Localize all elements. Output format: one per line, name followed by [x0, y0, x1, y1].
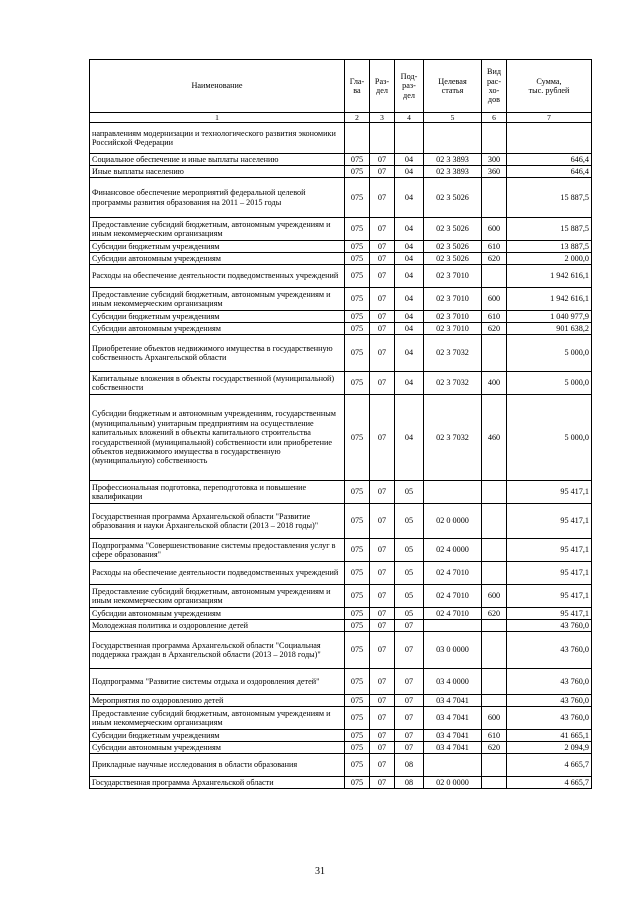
cell-summa: 95 417,1	[507, 539, 592, 562]
cell-podrazdel: 08	[395, 754, 424, 777]
cell-celevaya: 02 3 7010	[424, 265, 482, 288]
cell-glava: 075	[345, 265, 370, 288]
cell-razdel: 07	[370, 539, 395, 562]
cell-vid	[482, 669, 507, 695]
cell-summa: 646,4	[507, 166, 592, 178]
cell-vid	[482, 695, 507, 707]
cell-podrazdel: 05	[395, 585, 424, 608]
cell-summa: 901 638,2	[507, 323, 592, 335]
cell-podrazdel: 05	[395, 608, 424, 620]
cell-vid	[482, 481, 507, 504]
cell-celevaya	[424, 620, 482, 632]
cell-podrazdel: 04	[395, 265, 424, 288]
cell-podrazdel: 07	[395, 742, 424, 754]
cell-glava: 075	[345, 539, 370, 562]
cell-razdel: 07	[370, 288, 395, 311]
cell-podrazdel: 04	[395, 395, 424, 481]
cell-razdel: 07	[370, 620, 395, 632]
header-name: Наименование	[90, 60, 345, 113]
cell-razdel: 07	[370, 166, 395, 178]
cell-celevaya: 02 3 7032	[424, 372, 482, 395]
cell-vid	[482, 265, 507, 288]
cell-summa: 5 000,0	[507, 372, 592, 395]
header-vid	[482, 60, 507, 113]
table-row	[90, 754, 592, 777]
cell-glava: 075	[345, 562, 370, 585]
table-row	[90, 504, 592, 539]
cell-name: Расходы на обеспечение деятельности подведомственных учреждений	[90, 265, 345, 288]
cell-razdel: 07	[370, 695, 395, 707]
cell-vid: 360	[482, 166, 507, 178]
cell-vid	[482, 562, 507, 585]
cell-summa: 15 887,5	[507, 178, 592, 218]
table-row	[90, 695, 592, 707]
cell-razdel: 07	[370, 608, 395, 620]
header-razdel-text: Раз- дел	[374, 76, 390, 95]
cell-podrazdel	[395, 123, 424, 154]
cell-glava: 075	[345, 166, 370, 178]
cell-summa: 646,4	[507, 154, 592, 166]
cell-podrazdel: 05	[395, 481, 424, 504]
cell-podrazdel: 05	[395, 504, 424, 539]
cell-vid: 620	[482, 323, 507, 335]
cell-celevaya: 02 3 5026	[424, 218, 482, 241]
cell-vid	[482, 123, 507, 154]
cell-podrazdel: 04	[395, 241, 424, 253]
column-number: 4	[395, 113, 424, 123]
cell-podrazdel: 04	[395, 166, 424, 178]
cell-podrazdel: 04	[395, 253, 424, 265]
column-number: 1	[90, 113, 345, 123]
cell-glava: 075	[345, 395, 370, 481]
header-podrazdel-text: Под- раз- дел	[400, 71, 418, 100]
table-row	[90, 777, 592, 789]
table-row	[90, 730, 592, 742]
cell-razdel: 07	[370, 372, 395, 395]
cell-glava: 075	[345, 695, 370, 707]
cell-celevaya: 03 4 7041	[424, 695, 482, 707]
cell-summa: 15 887,5	[507, 218, 592, 241]
header-glava	[345, 60, 370, 113]
cell-celevaya: 02 3 7032	[424, 395, 482, 481]
cell-razdel: 07	[370, 311, 395, 323]
table-row	[90, 311, 592, 323]
cell-summa: 95 417,1	[507, 585, 592, 608]
cell-celevaya: 02 0 0000	[424, 777, 482, 789]
cell-podrazdel: 05	[395, 539, 424, 562]
cell-name: Субсидии автономным учреждениям	[90, 323, 345, 335]
cell-glava: 075	[345, 707, 370, 730]
cell-vid: 600	[482, 585, 507, 608]
cell-vid: 460	[482, 395, 507, 481]
cell-celevaya: 02 3 5026	[424, 253, 482, 265]
cell-podrazdel: 04	[395, 311, 424, 323]
column-number-row	[90, 113, 592, 123]
cell-razdel: 07	[370, 669, 395, 695]
cell-podrazdel: 04	[395, 335, 424, 372]
cell-razdel: 07	[370, 632, 395, 669]
cell-summa: 95 417,1	[507, 562, 592, 585]
cell-vid	[482, 335, 507, 372]
table-row	[90, 481, 592, 504]
cell-podrazdel: 04	[395, 154, 424, 166]
header-glava-text: Гла- ва	[349, 76, 365, 95]
cell-name: Государственная программа Архангельской области "Развитие образования и науки Архангельской области (2013 – 2018 годы)"	[90, 504, 345, 539]
cell-podrazdel: 05	[395, 562, 424, 585]
table-row	[90, 323, 592, 335]
cell-podrazdel: 08	[395, 777, 424, 789]
cell-podrazdel: 07	[395, 669, 424, 695]
cell-summa: 43 760,0	[507, 620, 592, 632]
header-summa	[507, 60, 592, 113]
cell-name: Расходы на обеспечение деятельности подведомственных учреждений	[90, 562, 345, 585]
cell-summa: 43 760,0	[507, 695, 592, 707]
header-celevaya-text: Целевая статья	[438, 76, 467, 95]
cell-vid	[482, 539, 507, 562]
cell-glava: 075	[345, 178, 370, 218]
cell-razdel: 07	[370, 504, 395, 539]
cell-celevaya	[424, 123, 482, 154]
budget-table	[89, 59, 592, 789]
cell-summa	[507, 123, 592, 154]
table-row	[90, 585, 592, 608]
cell-celevaya: 03 4 7041	[424, 742, 482, 754]
table-row	[90, 669, 592, 695]
cell-glava: 075	[345, 253, 370, 265]
cell-celevaya: 02 3 3893	[424, 166, 482, 178]
cell-glava: 075	[345, 288, 370, 311]
cell-razdel: 07	[370, 154, 395, 166]
cell-glava: 075	[345, 608, 370, 620]
cell-glava: 075	[345, 669, 370, 695]
cell-razdel: 07	[370, 253, 395, 265]
cell-celevaya: 02 4 0000	[424, 539, 482, 562]
column-number: 2	[345, 113, 370, 123]
cell-vid	[482, 777, 507, 789]
table-row	[90, 123, 592, 154]
cell-summa: 95 417,1	[507, 504, 592, 539]
cell-celevaya: 02 4 7010	[424, 585, 482, 608]
cell-summa: 2 000,0	[507, 253, 592, 265]
cell-glava: 075	[345, 730, 370, 742]
cell-razdel: 07	[370, 777, 395, 789]
table-row	[90, 178, 592, 218]
table-row	[90, 253, 592, 265]
cell-podrazdel: 07	[395, 695, 424, 707]
cell-summa: 43 760,0	[507, 707, 592, 730]
cell-razdel: 07	[370, 265, 395, 288]
table-row	[90, 707, 592, 730]
cell-celevaya: 02 4 7010	[424, 562, 482, 585]
cell-name: Прикладные научные исследования в области образования	[90, 754, 345, 777]
cell-razdel: 07	[370, 730, 395, 742]
cell-name: Государственная программа Архангельской области	[90, 777, 345, 789]
cell-name: Приобретение объектов недвижимого имущества в государственную собственность Архангельской области	[90, 335, 345, 372]
cell-razdel: 07	[370, 585, 395, 608]
cell-celevaya: 03 4 0000	[424, 669, 482, 695]
table-row	[90, 562, 592, 585]
cell-razdel	[370, 123, 395, 154]
cell-summa: 13 887,5	[507, 241, 592, 253]
cell-name: Субсидии бюджетным учреждениям	[90, 730, 345, 742]
cell-summa: 5 000,0	[507, 335, 592, 372]
cell-razdel: 07	[370, 754, 395, 777]
cell-summa: 1 942 616,1	[507, 265, 592, 288]
header-summa-text: Сумма, тыс. рублей	[528, 76, 570, 95]
cell-celevaya: 02 3 3893	[424, 154, 482, 166]
cell-podrazdel: 07	[395, 730, 424, 742]
cell-podrazdel: 04	[395, 178, 424, 218]
cell-name: Субсидии бюджетным учреждениям	[90, 241, 345, 253]
cell-podrazdel: 07	[395, 632, 424, 669]
cell-summa: 1 942 616,1	[507, 288, 592, 311]
cell-name: Субсидии бюджетным и автономным учреждениям, государственным (муниципальным) унитарным предприятиям на осуществление капитальных вложений в объекты капитального строительства государственной (муниципальной) собственности или приобретение объектов недвижимого имущества в государственную (муниципальную) собственность	[90, 395, 345, 481]
cell-celevaya: 02 3 7010	[424, 311, 482, 323]
cell-vid: 620	[482, 608, 507, 620]
table-row	[90, 265, 592, 288]
cell-podrazdel: 04	[395, 372, 424, 395]
header-podrazdel	[395, 60, 424, 113]
cell-vid	[482, 620, 507, 632]
cell-name: Профессиональная подготовка, переподготовка и повышение квалификации	[90, 481, 345, 504]
cell-razdel: 07	[370, 481, 395, 504]
cell-vid: 600	[482, 707, 507, 730]
cell-celevaya	[424, 481, 482, 504]
cell-name: Субсидии автономным учреждениям	[90, 608, 345, 620]
cell-summa: 2 094,9	[507, 742, 592, 754]
cell-name: Подпрограмма "Развитие системы отдыха и оздоровления детей"	[90, 669, 345, 695]
cell-celevaya: 03 0 0000	[424, 632, 482, 669]
cell-name: Социальное обеспечение и иные выплаты населению	[90, 154, 345, 166]
cell-name: Государственная программа Архангельской области "Социальная поддержка граждан в Архангельской области (2013 – 2018 годы)"	[90, 632, 345, 669]
cell-glava: 075	[345, 754, 370, 777]
cell-glava: 075	[345, 311, 370, 323]
cell-celevaya: 02 3 7010	[424, 323, 482, 335]
cell-celevaya: 02 3 5026	[424, 241, 482, 253]
column-number: 6	[482, 113, 507, 123]
cell-glava: 075	[345, 335, 370, 372]
cell-name: Иные выплаты населению	[90, 166, 345, 178]
cell-summa: 5 000,0	[507, 395, 592, 481]
cell-podrazdel: 04	[395, 288, 424, 311]
cell-summa: 95 417,1	[507, 481, 592, 504]
cell-name: Предоставление субсидий бюджетным, автономным учреждениям и иным некоммерческим организациям	[90, 585, 345, 608]
header-vid-text: Вид рас- хо- дов	[486, 67, 502, 105]
header-row	[90, 60, 592, 113]
cell-glava: 075	[345, 620, 370, 632]
cell-glava: 075	[345, 218, 370, 241]
table-row	[90, 218, 592, 241]
cell-celevaya: 03 4 7041	[424, 707, 482, 730]
cell-razdel: 07	[370, 707, 395, 730]
cell-razdel: 07	[370, 335, 395, 372]
cell-name: Субсидии автономным учреждениям	[90, 742, 345, 754]
cell-glava: 075	[345, 742, 370, 754]
table-row	[90, 154, 592, 166]
cell-vid: 610	[482, 730, 507, 742]
cell-glava: 075	[345, 154, 370, 166]
table-row	[90, 539, 592, 562]
table-row	[90, 620, 592, 632]
table-row	[90, 742, 592, 754]
cell-glava	[345, 123, 370, 154]
cell-vid: 620	[482, 742, 507, 754]
cell-vid: 610	[482, 311, 507, 323]
cell-name: Предоставление субсидий бюджетным, автономным учреждениям и иным некоммерческим организациям	[90, 218, 345, 241]
cell-name: Мероприятия по оздоровлению детей	[90, 695, 345, 707]
cell-celevaya: 02 4 7010	[424, 608, 482, 620]
cell-name: Подпрограмма "Совершенствование системы предоставления услуг в сфере образования"	[90, 539, 345, 562]
cell-podrazdel: 07	[395, 620, 424, 632]
cell-vid	[482, 754, 507, 777]
table-row	[90, 632, 592, 669]
cell-razdel: 07	[370, 323, 395, 335]
cell-name: Субсидии автономным учреждениям	[90, 253, 345, 265]
cell-razdel: 07	[370, 562, 395, 585]
cell-glava: 075	[345, 632, 370, 669]
cell-summa: 1 040 977,9	[507, 311, 592, 323]
column-number: 3	[370, 113, 395, 123]
cell-summa: 95 417,1	[507, 608, 592, 620]
cell-celevaya: 02 0 0000	[424, 504, 482, 539]
cell-name: Капитальные вложения в объекты государственной (муниципальной) собственности	[90, 372, 345, 395]
cell-podrazdel: 07	[395, 707, 424, 730]
cell-name: Молодежная политика и оздоровление детей	[90, 620, 345, 632]
cell-razdel: 07	[370, 178, 395, 218]
table-row	[90, 166, 592, 178]
cell-vid: 600	[482, 218, 507, 241]
cell-name: Предоставление субсидий бюджетным, автономным учреждениям и иным некоммерческим организациям	[90, 288, 345, 311]
cell-name: направлениям модернизации и технологического развития экономики Российской Федерации	[90, 123, 345, 154]
cell-vid: 620	[482, 253, 507, 265]
cell-razdel: 07	[370, 742, 395, 754]
cell-summa: 4 665,7	[507, 754, 592, 777]
cell-glava: 075	[345, 323, 370, 335]
table-row	[90, 395, 592, 481]
cell-glava: 075	[345, 504, 370, 539]
cell-summa: 41 665,1	[507, 730, 592, 742]
header-celevaya	[424, 60, 482, 113]
table-row	[90, 288, 592, 311]
cell-vid	[482, 178, 507, 218]
cell-summa: 43 760,0	[507, 669, 592, 695]
table-row	[90, 335, 592, 372]
cell-vid: 600	[482, 288, 507, 311]
cell-vid	[482, 632, 507, 669]
cell-celevaya: 03 4 7041	[424, 730, 482, 742]
cell-summa: 4 665,7	[507, 777, 592, 789]
cell-podrazdel: 04	[395, 323, 424, 335]
cell-glava: 075	[345, 481, 370, 504]
cell-name: Предоставление субсидий бюджетным, автономным учреждениям и иным некоммерческим организациям	[90, 707, 345, 730]
cell-name: Финансовое обеспечение мероприятий федеральной целевой программы развития образования на 2011 – 2015 годы	[90, 178, 345, 218]
cell-name: Субсидии бюджетным учреждениям	[90, 311, 345, 323]
cell-vid: 400	[482, 372, 507, 395]
cell-razdel: 07	[370, 241, 395, 253]
table-row	[90, 241, 592, 253]
cell-summa: 43 760,0	[507, 632, 592, 669]
cell-vid: 300	[482, 154, 507, 166]
cell-razdel: 07	[370, 395, 395, 481]
cell-glava: 075	[345, 241, 370, 253]
table-row	[90, 372, 592, 395]
cell-podrazdel: 04	[395, 218, 424, 241]
header-razdel	[370, 60, 395, 113]
column-number: 7	[507, 113, 592, 123]
cell-vid	[482, 504, 507, 539]
cell-glava: 075	[345, 777, 370, 789]
cell-razdel: 07	[370, 218, 395, 241]
cell-vid: 610	[482, 241, 507, 253]
cell-celevaya	[424, 754, 482, 777]
page-number: 31	[315, 866, 325, 877]
cell-celevaya: 02 3 5026	[424, 178, 482, 218]
cell-celevaya: 02 3 7010	[424, 288, 482, 311]
column-number: 5	[424, 113, 482, 123]
table-row	[90, 608, 592, 620]
cell-glava: 075	[345, 585, 370, 608]
cell-celevaya: 02 3 7032	[424, 335, 482, 372]
cell-glava: 075	[345, 372, 370, 395]
